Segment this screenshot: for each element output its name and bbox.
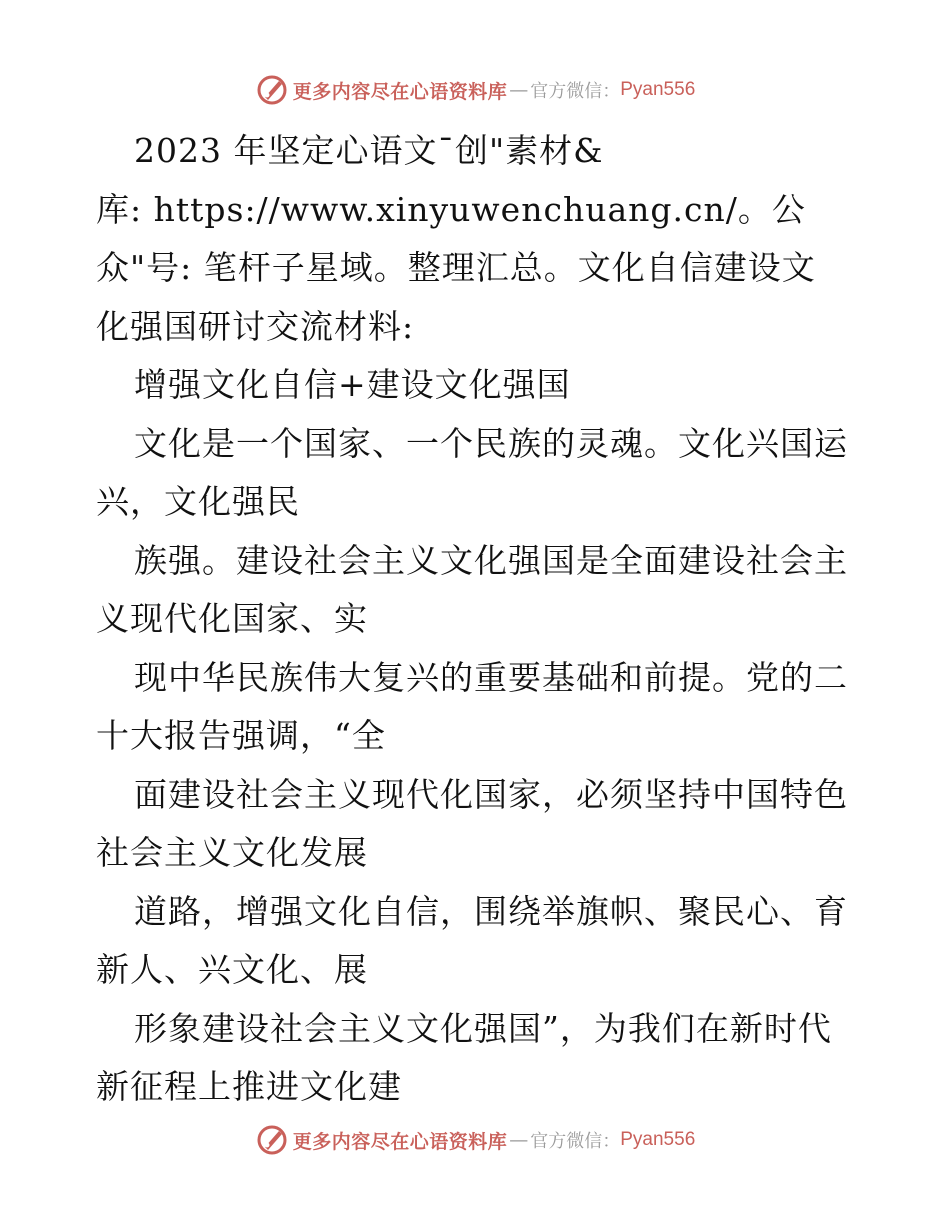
text-line-15: 新人、兴文化、展 bbox=[96, 950, 368, 989]
text-line-3: 众"号: 笔杆子星域。整理汇总。文化自信建设文 bbox=[96, 248, 816, 287]
text-line-16: 形象建设社会主义文化强国”，为我们在新时代 bbox=[134, 1008, 832, 1048]
text-line-9: 义现代化国家、实 bbox=[96, 599, 368, 638]
banner-wechat-label: 官方微信： bbox=[530, 81, 621, 102]
text-line-1: 2023 年坚定心语文¯创"素材& bbox=[134, 131, 604, 170]
document-body bbox=[96, 122, 856, 1117]
banner-wechat-id: Pyan556 bbox=[620, 1129, 696, 1150]
text-line-2: 库: https://www.xinyuwenchuang.cn/。公 bbox=[96, 189, 806, 229]
text-line-8: 族强。建设社会主义文化强国是全面建设社会主 bbox=[134, 540, 848, 580]
brand-logo-icon bbox=[255, 1123, 289, 1157]
text-line-12: 面建设社会主义现代化国家，必须坚持中国特色 bbox=[134, 774, 848, 814]
banner-separator: — bbox=[509, 79, 529, 101]
banner-separator: — bbox=[509, 1129, 529, 1151]
text-line-11: 十大报告强调，“全 bbox=[96, 716, 386, 755]
header-banner bbox=[0, 70, 950, 110]
text-line-17: 新征程上推进文化建 bbox=[96, 1067, 402, 1106]
text-line-10: 现中华民族伟大复兴的重要基础和前提。党的二 bbox=[134, 657, 848, 697]
text-line-14: 道路，增强文化自信，围绕举旗帜、聚民心、育 bbox=[134, 891, 848, 931]
banner-brand-text: 更多内容尽在心语资料库 bbox=[292, 80, 508, 103]
footer-banner bbox=[0, 1120, 950, 1160]
brand-logo-icon bbox=[255, 73, 289, 107]
banner-wechat-id: Pyan556 bbox=[620, 79, 696, 100]
text-line-4: 化强国研讨交流材料: bbox=[96, 306, 415, 346]
banner-brand-text: 更多内容尽在心语资料库 bbox=[292, 1130, 508, 1153]
text-line-13: 社会主义文化发展 bbox=[96, 833, 368, 872]
banner-wechat-label: 官方微信： bbox=[530, 1131, 621, 1152]
section-heading: 增强文化自信+建设文化强国 bbox=[134, 365, 571, 404]
text-line-6: 文化是一个国家、一个民族的灵魂。文化兴国运 bbox=[134, 423, 848, 463]
text-line-7: 兴，文化强民 bbox=[96, 482, 300, 521]
